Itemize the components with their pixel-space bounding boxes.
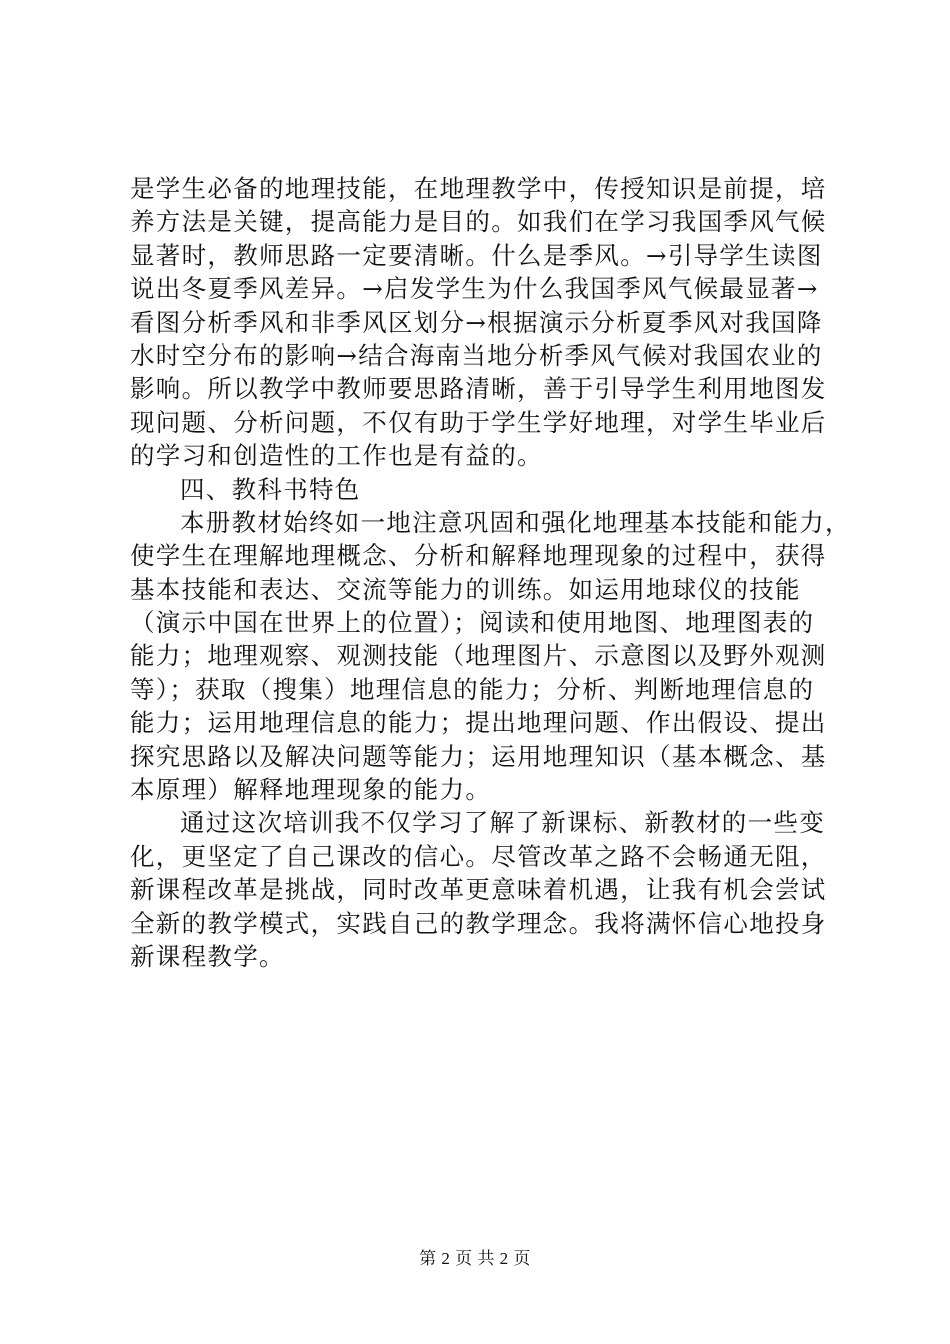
text-line: 的学习和创造性的工作也是有益的。 [130,441,543,471]
text-line: 看图分析季风和非季风区划分→根据演示分析夏季风对我国降 [130,307,823,337]
text-line: 本原理）解释地理现象的能力。 [130,775,492,805]
text-line: 使学生在理解地理概念、分析和解释地理现象的过程中，获得 [130,541,827,571]
text-line: 通过这次培训我不仅学习了解了新课标、新教材的一些变 [180,808,825,838]
text-line: 现问题、分析问题，不仅有助于学生学好地理，对学生毕业后 [130,407,827,437]
text-line: 本册教材始终如一地注意巩固和强化地理基本技能和能力， [180,507,851,537]
text-line: 能力；地理观察、观测技能（地理图片、示意图以及野外观测 [130,641,827,671]
text-line: 探究思路以及解决问题等能力；运用地理知识（基本概念、基 [130,741,827,771]
text-line: （演示中国在世界上的位置）；阅读和使用地图、地理图表的 [130,608,815,638]
text-line: 是学生必备的地理技能，在地理教学中，传授知识是前提，培 [130,174,827,203]
text-line: 说出冬夏季风差异。→启发学生为什么我国季风气候最显著→ [130,274,819,304]
text-line: 基本技能和表达、交流等能力的训练。如运用地球仪的技能 [130,574,801,604]
document-body [130,172,851,973]
text-line: 能力；运用地理信息的能力；提出地理问题、作出假设、提出 [130,708,827,738]
text-line: 水时空分布的影响→结合海南当地分析季风气候对我国农业的 [130,340,823,370]
text-line: 影响。所以教学中教师要思路清晰，善于引导学生利用地图发 [130,374,827,404]
text-line: 四、教科书特色 [180,474,361,504]
text-line: 养方法是关键，提高能力是目的。如我们在学习我国季风气候 [130,207,827,237]
text-line: 化，更坚定了自己课改的信心。尽管改革之路不会畅通无阻， [130,841,827,871]
text-line: 新课程教学。 [130,941,285,971]
page-footer: 第 2 页 共 2 页 [419,1249,531,1268]
text-line: 全新的教学模式，实践自己的教学理念。我将满怀信心地投身 [130,908,827,938]
text-line: 显著时，教师思路一定要清晰。什么是季风。→引导学生读图 [130,240,823,270]
text-line: 新课程改革是挑战，同时改革更意味着机遇，让我有机会尝试 [130,875,827,905]
text-line: 等）；获取（搜集）地理信息的能力；分析、判断地理信息的 [130,674,815,704]
